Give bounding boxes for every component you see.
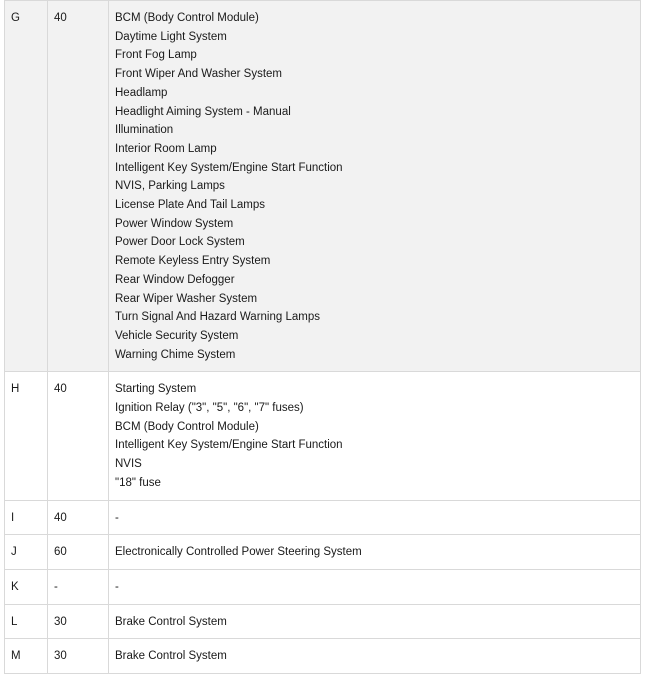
circuit-item: Front Wiper And Washer System (115, 68, 283, 81)
amperage-cell: 40 (48, 500, 109, 535)
fuse-letter-cell: K (5, 569, 48, 604)
table-row (5, 639, 641, 674)
circuit-cell (109, 535, 641, 570)
circuit-cell (109, 639, 641, 674)
circuit-item: Rear Wiper Washer System (115, 292, 258, 305)
circuit-item: Brake Control System (115, 650, 227, 663)
circuit-item: Brake Control System (115, 615, 227, 628)
circuit-cell (109, 604, 641, 639)
fuse-letter-cell: H (5, 372, 48, 500)
circuit-item: NVIS, Parking Lamps (115, 180, 225, 193)
amperage-cell: 40 (48, 372, 109, 500)
circuit-item: Turn Signal And Hazard Warning Lamps (115, 311, 320, 324)
circuit-item: Remote Keyless Entry System (115, 255, 271, 268)
circuit-item: - (115, 511, 119, 524)
circuit-cell (109, 569, 641, 604)
fuse-letter-cell: M (5, 639, 48, 674)
circuit-item: Headlight Aiming System - Manual (115, 105, 291, 118)
circuit-item: NVIS (115, 458, 142, 471)
table-row (5, 500, 641, 535)
circuit-item: Intelligent Key System/Engine Start Function (115, 161, 343, 174)
circuit-item: Interior Room Lamp (115, 142, 217, 155)
table-row (5, 535, 641, 570)
circuit-item: Front Fog Lamp (115, 49, 197, 62)
circuit-item: Illumination (115, 124, 174, 137)
circuit-item: Power Window System (115, 217, 234, 230)
fuse-table (4, 0, 641, 674)
fuse-letter-cell: L (5, 604, 48, 639)
circuit-item: License Plate And Tail Lamps (115, 199, 266, 212)
amperage-cell: 40 (48, 1, 109, 372)
circuit-item: - (115, 580, 119, 593)
table-row (5, 604, 641, 639)
amperage-cell: 30 (48, 639, 109, 674)
table-row (5, 372, 641, 500)
circuit-item: BCM (Body Control Module) (115, 12, 259, 24)
circuit-cell (109, 1, 641, 372)
circuit-cell (109, 372, 641, 500)
circuit-item: Warning Chime System (115, 348, 236, 361)
amperage-cell: - (48, 569, 109, 604)
table-row (5, 569, 641, 604)
fuse-table-body (5, 1, 641, 674)
circuit-item: Vehicle Security System (115, 329, 239, 342)
amperage-cell: 60 (48, 535, 109, 570)
circuit-item: BCM (Body Control Module) (115, 420, 259, 433)
table-row (5, 1, 641, 372)
circuit-item: Intelligent Key System/Engine Start Function (115, 439, 343, 452)
fuse-letter-cell: J (5, 535, 48, 570)
fuse-letter-cell: G (5, 1, 48, 372)
circuit-item: "18" fuse (115, 476, 161, 489)
circuit-item: Headlamp (115, 86, 168, 99)
circuit-item: Power Door Lock System (115, 236, 245, 249)
circuit-cell (109, 500, 641, 535)
fuse-letter-cell: I (5, 500, 48, 535)
circuit-item: Rear Window Defogger (115, 273, 235, 286)
circuit-item: Daytime Light System (115, 30, 227, 43)
amperage-cell: 30 (48, 604, 109, 639)
circuit-item: Starting System (115, 383, 197, 396)
circuit-item: Electronically Controlled Power Steering System (115, 546, 362, 559)
circuit-item: Ignition Relay ("3", "5", "6", "7" fuses) (115, 402, 304, 415)
